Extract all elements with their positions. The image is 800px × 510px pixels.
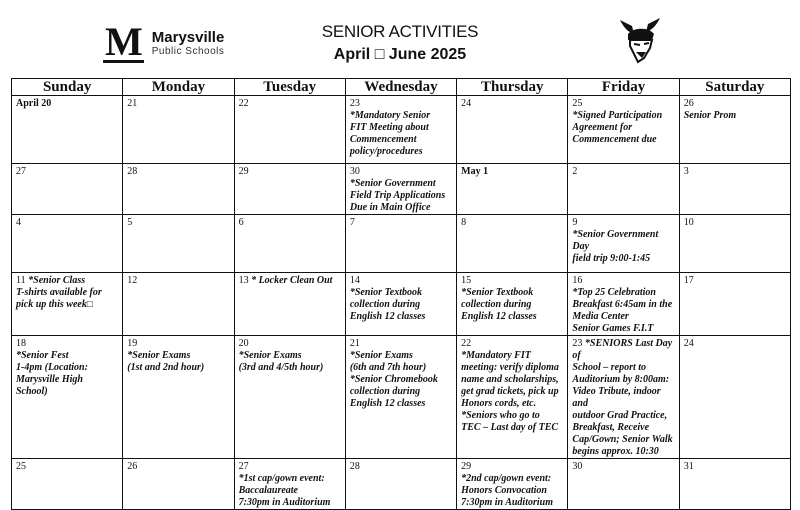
day-cell <box>457 336 568 459</box>
day-number: 23 <box>572 338 583 349</box>
day-number: 2 <box>572 166 578 177</box>
day-number: 16 <box>572 275 583 286</box>
day-number: 28 <box>349 461 360 472</box>
day-cell <box>345 164 456 215</box>
day-number: 3 <box>683 166 689 177</box>
day-cell <box>568 96 679 164</box>
day-cell <box>679 273 790 336</box>
day-cell <box>123 96 234 164</box>
day-cell <box>457 459 568 510</box>
day-number: 24 <box>683 338 694 349</box>
weekday-header: Tuesday <box>234 79 345 96</box>
day-number: 11 <box>16 275 26 286</box>
event-text: * Locker Clean Out <box>248 275 333 286</box>
page-header <box>300 22 500 66</box>
day-number: 26 <box>683 98 694 109</box>
day-cell <box>123 215 234 273</box>
day-cell <box>345 215 456 273</box>
event-text: *Senior Exams (3rd and 4/5th hour) <box>238 350 324 373</box>
day-number: 26 <box>127 461 138 472</box>
day-cell <box>123 273 234 336</box>
weekday-header: Sunday <box>12 79 123 96</box>
day-number: 20 <box>238 338 249 349</box>
day-cell <box>12 459 123 510</box>
day-cell <box>457 215 568 273</box>
day-cell <box>234 459 345 510</box>
day-number: 28 <box>127 166 138 177</box>
day-number: 13 <box>238 275 249 286</box>
event-text: *Mandatory FIT meeting: verify diploma name and scholarships, get grad tickets, pick up Honors cords, etc. *Seniors who go to TEC – Last day of TEC <box>461 350 559 433</box>
event-text: Senior Prom <box>683 110 737 121</box>
weekday-header: Saturday <box>679 79 790 96</box>
day-number: 15 <box>461 275 472 286</box>
school-logo <box>103 19 225 64</box>
event-text: *Senior Textbook collection during English 12 classes <box>349 287 426 322</box>
day-number: 10 <box>683 217 694 228</box>
day-cell <box>679 164 790 215</box>
viking-mascot-icon <box>614 14 666 66</box>
event-text: *Senior Exams (1st and 2nd hour) <box>127 350 205 373</box>
week-row <box>12 459 791 510</box>
day-cell <box>123 336 234 459</box>
day-number: 24 <box>461 98 472 109</box>
day-cell <box>345 336 456 459</box>
event-text: *Senior Exams (6th and 7th hour) *Senior Chromebook collection during English 12 classes <box>349 350 438 409</box>
day-number: 18 <box>16 338 26 349</box>
day-number: 17 <box>683 275 694 286</box>
day-number: 29 <box>238 166 249 177</box>
day-number: 7 <box>349 217 355 228</box>
day-number: 9 <box>572 217 578 228</box>
day-cell <box>679 96 790 164</box>
weekday-header: Monday <box>123 79 234 96</box>
day-number: April 20 <box>16 98 52 109</box>
weekday-header: Thursday <box>457 79 568 96</box>
day-number: 21 <box>127 98 138 109</box>
day-number: 8 <box>461 217 467 228</box>
week-row <box>12 215 791 273</box>
day-number: 30 <box>572 461 583 472</box>
day-cell <box>568 459 679 510</box>
day-number: 27 <box>16 166 26 177</box>
weekday-header: Wednesday <box>345 79 456 96</box>
event-text: *Senior Class T-shirts available for pick up this week□ <box>16 275 102 310</box>
logo-initial: M <box>105 19 142 64</box>
day-number: 4 <box>16 217 21 228</box>
day-number: 6 <box>238 217 244 228</box>
school-subtitle: Public Schools <box>151 45 225 57</box>
day-cell <box>234 215 345 273</box>
day-cell <box>12 96 123 164</box>
day-cell <box>123 164 234 215</box>
event-text: *Top 25 Celebration Breakfast 6:45am in the Media Center Senior Games F.I.T <box>572 287 673 334</box>
day-cell <box>679 336 790 459</box>
week-row <box>12 164 791 215</box>
event-text: *Mandatory Senior FIT Meeting about Commencement policy/procedures <box>349 110 431 157</box>
weekday-header: Friday <box>568 79 679 96</box>
event-text: *1st cap/gown event: Baccalaureate 7:30pm in Auditorium <box>238 473 331 508</box>
day-cell <box>12 164 123 215</box>
day-cell <box>457 273 568 336</box>
day-number: 25 <box>16 461 26 472</box>
day-cell <box>123 459 234 510</box>
event-text: *SENIORS Last Day of School – report to Auditorium by 8:00am: Video Tribute, indoor and outdoor Grad Practice, Breakfast, Receive Cap/Gown; Senior Walk begins approx. 10:30 <box>572 338 673 457</box>
week-row <box>12 273 791 336</box>
school-name: Marysville <box>151 28 225 46</box>
day-cell <box>568 336 679 459</box>
day-cell <box>234 336 345 459</box>
day-number: 25 <box>572 98 583 109</box>
day-cell <box>345 273 456 336</box>
day-cell <box>568 164 679 215</box>
day-number: 23 <box>349 98 360 109</box>
day-number: 29 <box>461 461 472 472</box>
day-cell <box>345 96 456 164</box>
day-number: 22 <box>461 338 472 349</box>
day-cell <box>679 459 790 510</box>
event-text: *Senior Fest 1-4pm (Location: Marysville High School) <box>16 350 88 397</box>
event-text: *Signed Participation Agreement for Commencement due <box>572 110 663 145</box>
day-number: 31 <box>683 461 694 472</box>
date-range: April □ June 2025 <box>333 46 467 63</box>
day-cell <box>457 164 568 215</box>
day-number: 5 <box>127 217 133 228</box>
day-cell <box>234 96 345 164</box>
day-cell <box>679 215 790 273</box>
day-cell <box>234 164 345 215</box>
day-number: 14 <box>349 275 360 286</box>
event-text: *Senior Government Field Trip Applications Due in Main Office <box>349 178 446 213</box>
day-cell <box>12 215 123 273</box>
week-row <box>12 96 791 164</box>
day-number: 19 <box>127 338 138 349</box>
day-number: 21 <box>349 338 360 349</box>
day-number: 12 <box>127 275 138 286</box>
page-title: SENIOR ACTIVITIES <box>321 22 479 41</box>
day-cell <box>234 273 345 336</box>
day-number: May 1 <box>461 166 489 177</box>
day-number: 27 <box>238 461 249 472</box>
day-cell <box>568 215 679 273</box>
weekday-header-row <box>12 79 791 96</box>
day-cell <box>12 273 123 336</box>
day-cell <box>12 336 123 459</box>
event-text: *2nd cap/gown event: Honors Convocation 7:30pm in Auditorium <box>461 473 553 508</box>
day-cell <box>568 273 679 336</box>
day-cell <box>457 96 568 164</box>
activities-calendar <box>11 78 791 510</box>
event-text: *Senior Textbook collection during English 12 classes <box>461 287 537 322</box>
day-number: 22 <box>238 98 249 109</box>
day-cell <box>345 459 456 510</box>
day-number: 30 <box>349 166 360 177</box>
week-row <box>12 336 791 459</box>
event-text: *Senior Government Day field trip 9:00-1:45 <box>572 229 659 264</box>
